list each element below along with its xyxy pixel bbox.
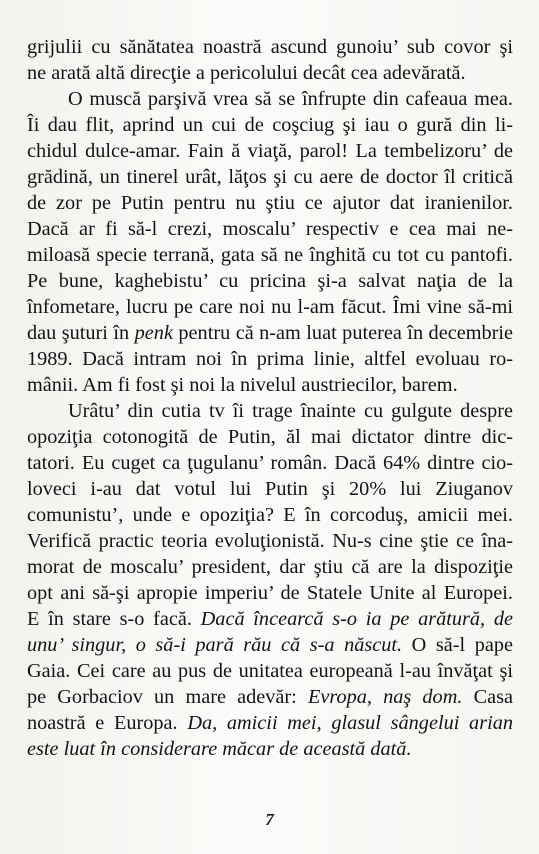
text-line xyxy=(27,528,513,554)
text-run: Gaia. Cei care au pus de unitatea europeană l-au învăţat şi xyxy=(27,660,513,682)
text-run: chidul dulce-amar. Fain ă viaţă, parol! La tembelizoru’ de xyxy=(27,140,513,162)
text-run: Urâtu’ din cutia tv îi trage înainte cu gulgute despre xyxy=(68,400,513,422)
text-run: Pe bune, kaghebistu’ cu pricina şi-a salvat naţia de la xyxy=(27,270,513,292)
text-run: Dacă ar fi să-l crezi, moscalu’ respectiv e cea mai ne- xyxy=(27,218,513,240)
text-run: ne arată altă direcţie a pericolului decât cea adevărată. xyxy=(27,62,466,84)
text-run: Îi dau flit, aprind un cui de coşciug şi iau o gură din li- xyxy=(27,114,513,136)
text-line xyxy=(27,684,513,710)
page-number: 7 xyxy=(265,810,274,829)
text-line xyxy=(27,242,513,268)
text-line xyxy=(27,632,513,658)
text-run: morat de moscalu’ president, dar ştiu că are la dispoziţie xyxy=(27,556,513,578)
text-line xyxy=(27,268,513,294)
text-run: E în stare s-o facă. xyxy=(27,608,201,630)
text-line xyxy=(27,502,513,528)
text-line xyxy=(27,112,513,138)
text-run: grădină, un tinerel urât, lăţos şi cu aere de doctor îl critică xyxy=(27,166,513,188)
text-line xyxy=(27,710,513,736)
text-run: O muscă parşivă vrea să se înfrupte din cafeaua mea. xyxy=(68,88,513,110)
text-line xyxy=(27,554,513,580)
text-line xyxy=(27,216,513,242)
text-run: 1989. Dacă intram noi în prima linie, altfel evoluau ro- xyxy=(27,348,513,370)
text-line xyxy=(27,164,513,190)
text-line xyxy=(27,606,513,632)
text-line xyxy=(27,450,513,476)
italic-text: penk xyxy=(134,322,173,344)
text-line xyxy=(27,138,513,164)
text-line xyxy=(27,736,513,762)
text-line xyxy=(27,580,513,606)
italic-text: este luat în considerare măcar de această dată. xyxy=(27,738,412,760)
italic-text: Evropa, naş dom. xyxy=(307,686,463,708)
text-line xyxy=(27,372,513,398)
text-run: pe Gorbaciov un mare adevăr: xyxy=(27,686,308,708)
text-run: comunistu’, unde e opoziţia? E în corcoduş, amicii mei. xyxy=(27,504,513,526)
text-run: mânii. Am fi fost şi noi la nivelul austriecilor, barem. xyxy=(27,374,458,396)
text-line xyxy=(27,658,513,684)
text-run: miloasă specie terrană, gata să ne înghită cu tot cu pantofi. xyxy=(27,244,513,266)
text-line xyxy=(27,320,513,346)
text-line xyxy=(27,60,513,86)
text-run: grijulii cu sănătatea noastră ascund gunoiu’ sub covor şi xyxy=(27,36,513,58)
text-run: opoziţia cotonogită de Putin, ăl mai dictator dintre dic- xyxy=(27,426,513,448)
italic-text: Da, amicii mei, glasul sângelui arian xyxy=(187,712,514,734)
text-run: tatori. Eu cuget ca ţugulanu’ român. Dacă 64% dintre cio- xyxy=(27,452,513,474)
text-run: pentru că n-am luat puterea în decembrie xyxy=(172,322,514,344)
text-run: dau şuturi în xyxy=(27,322,135,344)
italic-text: unu’ singur, o să-i pară rău că s-a născut. xyxy=(27,634,403,656)
text-line xyxy=(27,476,513,502)
text-line xyxy=(27,294,513,320)
text-line xyxy=(27,34,513,60)
text-line xyxy=(27,398,513,424)
text-line xyxy=(27,424,513,450)
text-run: loveci i-au dat votul lui Putin şi 20% lui Ziuganov xyxy=(27,478,513,500)
text-line xyxy=(27,190,513,216)
text-line xyxy=(27,346,513,372)
italic-text: Dacă încearcă s-o ia pe arătură, de xyxy=(200,608,513,630)
text-run: opt ani să-şi apropie imperiu’ de Statele Unite al Europei. xyxy=(27,582,513,604)
text-run: Casa xyxy=(462,686,513,708)
text-run: de zor pe Putin pentru nu ştiu ce ajutor dat iranienilor. xyxy=(27,192,513,214)
text-run: înfometare, lucru pe care noi nu l-am făcut. Îmi vine să-mi xyxy=(27,296,513,318)
body-text xyxy=(27,34,513,762)
text-run: Verifică practic teoria evoluţionistă. Nu-s cine ştie ce îna- xyxy=(27,530,513,552)
text-run: O să-l pape xyxy=(402,634,513,656)
text-run: noastră e Europa. xyxy=(27,712,188,734)
text-line xyxy=(27,86,513,112)
